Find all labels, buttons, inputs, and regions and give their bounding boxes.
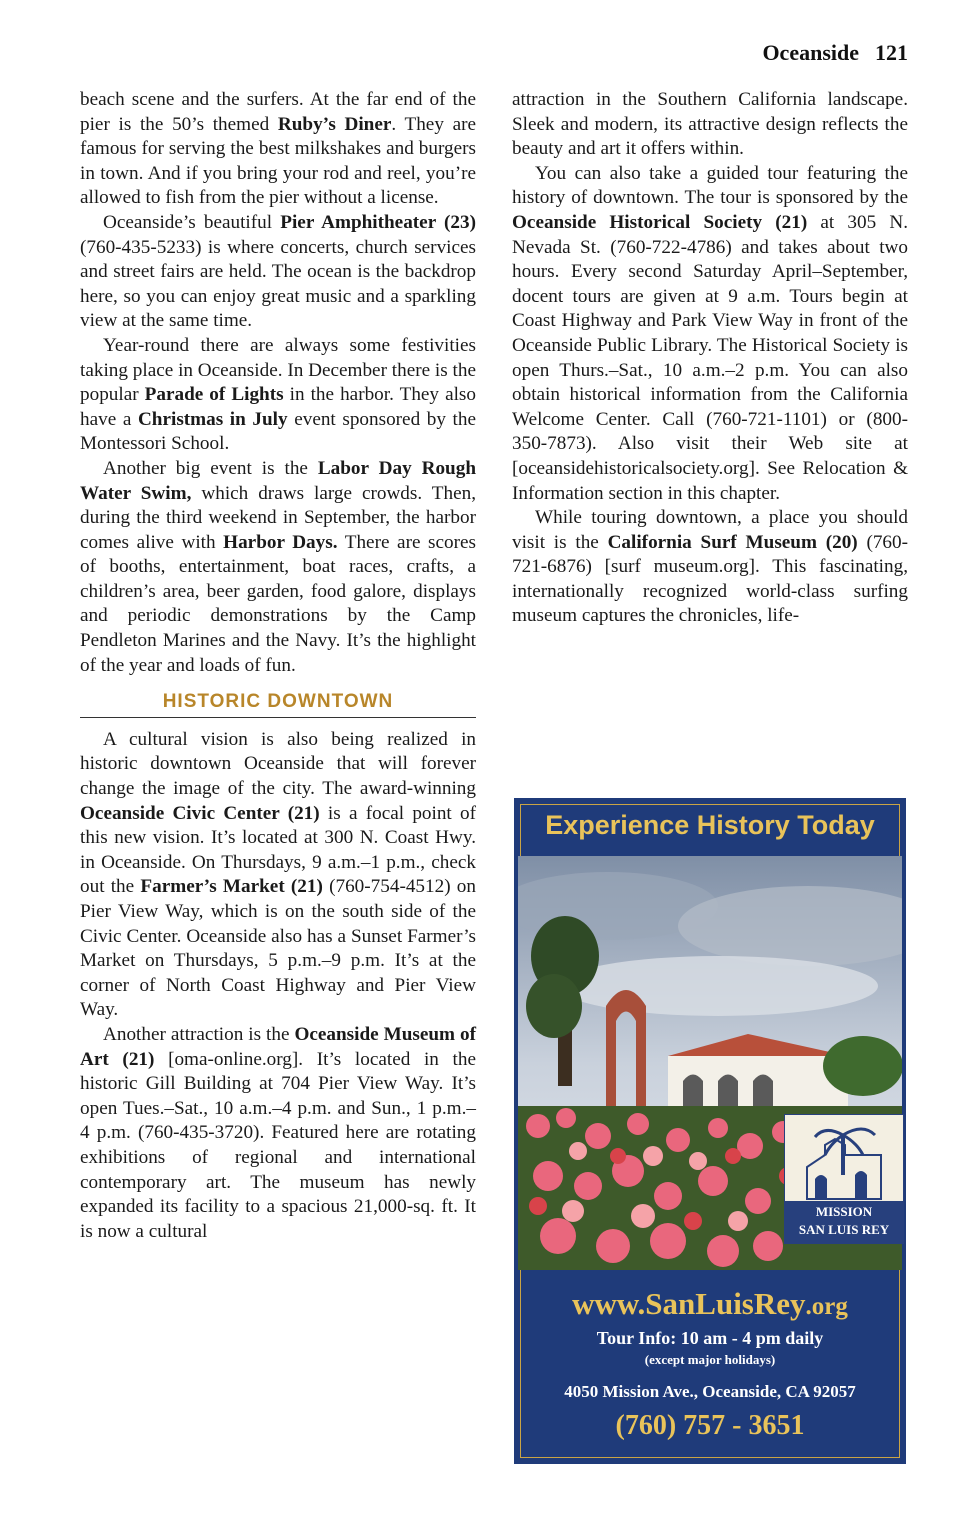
bold-term: California Surf Museum (20): [607, 531, 858, 553]
page-number: 121: [875, 40, 908, 65]
ad-tour-note: (except major holidays): [644, 1352, 776, 1367]
bold-term: Labor Day Rough Water Swim,: [80, 457, 476, 504]
bold-term: Farmer’s Market (21): [140, 876, 323, 898]
mission-advertisement: [514, 798, 906, 1464]
paragraph: A cultural vision is also being realized in historic downtown Oceanside that will forever change the image of the city. The award-winning Oceanside Civic Center (21) is a focal point of this new vision. It’s located at 300 N. Coast Hwy. in Oceanside. On Thursdays, 9 a.m.–1 p.m., check out the Farmer’s Market (21) (760-754-4512) on Pier View Way, which is on the south side of the Civic Center. Oceanside also has a Sunset Farmer’s Market on Thursdays, 5 p.m.–9 p.m. It’s at the corner of North Coast Highway and Pier View Way.: [80, 728, 476, 1021]
paragraph: Oceanside’s beautiful Pier Amphitheater (23) (760-435-5233) is where concerts, church services and street fairs are held. The ocean is the backdrop here, so you can enjoy great music and a sparkling view at the same time.: [80, 211, 476, 332]
bold-term: Christmas in July: [137, 408, 288, 430]
bold-term: Oceanside Civic Center (21): [80, 802, 320, 824]
ad-tour-info: Tour Info: 10 am - 4 pm daily: [596, 1328, 824, 1348]
ad-address: 4050 Mission Ave., Oceanside, CA 92057: [564, 1382, 856, 1401]
bold-term: Harbor Days.: [223, 531, 338, 553]
running-header-title: Oceanside: [762, 40, 859, 65]
right-column: [512, 88, 908, 629]
ad-title: Experience History Today: [545, 810, 875, 840]
mission-building-icon: [785, 1115, 903, 1203]
logo-line-1: MISSION: [815, 1204, 873, 1219]
url-main: www.SanLuisRey: [572, 1286, 806, 1321]
paragraph: beach scene and the surfers. At the far end of the pier is the 50’s themed Ruby’s Diner. They are famous for serving the best milkshakes and burgers in town. And if you bring your rod and reel, you’re allowed to fish from the pier without a license.: [80, 89, 477, 209]
paragraph: Year-round there are always some festivities taking place in Oceanside. In December there is the popular Parade of Lights in the harbor. They also have a Christmas in July event sponsored by the Montessori School.: [80, 334, 476, 455]
paragraph: While touring downtown, a place you should visit is the California Surf Museum (20) (760-721-6876) [surf museum.org]. This fascinating, internationally recognized world-class surfing museum captures the chronicles, life-: [512, 507, 909, 627]
mission-logo: [784, 1114, 904, 1244]
mission-logo-label: [785, 1201, 903, 1243]
bold-term: Ruby’s Diner: [277, 113, 392, 135]
ad-website: [514, 1286, 906, 1322]
running-header: [762, 40, 908, 66]
ad-phone: (760) 757 - 3651: [615, 1410, 805, 1441]
bold-term: Oceanside Museum of Art (21): [80, 1023, 476, 1070]
paragraph: Another attraction is the Oceanside Museum of Art (21) [oma-online.org]. It’s located in the historic Gill Building at 704 Pier View Way. It’s open Tues.–Sat., 10 a.m.–4 p.m. and Sun., 1 p.m.–4 p.m. (760-435-3720). Featured here are rotating exhibitions of regional and international contemporary art. The museum has newly expanded its facility to a spacious 21,000-sq. ft. It is now a cultural: [80, 1023, 476, 1242]
url-tld: .org: [805, 1293, 848, 1320]
left-column: [80, 88, 476, 1244]
section-heading: HISTORIC DOWNTOWN: [80, 690, 476, 718]
bold-term: Pier Amphitheater (23): [280, 211, 476, 233]
paragraph: attraction in the Southern California landscape. Sleek and modern, its attractive design reflects the beauty and art it offers within.: [512, 89, 908, 160]
paragraph: Another big event is the Labor Day Rough Water Swim, which draws large crowds. Then, during the third weekend in September, the harbor comes alive with Harbor Days. There are scores of booths, entertainment, boat races, crafts, a children’s area, beer garden, food galore, displays and periodic demonstrations by the Camp Pendleton Marines and the Navy. It’s the highlight of the year and loads of fun.: [80, 457, 477, 676]
logo-line-2: SAN LUIS REY: [798, 1222, 890, 1237]
bold-term: Oceanside Historical Society (21): [512, 211, 808, 233]
paragraph: You can also take a guided tour featuring the history of downtown. The tour is sponsored by the Oceanside Historical Society (21) at 305 N. Nevada St. (760-722-4786) and takes about two hours. Every second Saturday April–September, docent tours are given at 9 a.m. Tours begin at Coast Highway and Park View Way in front of the Oceanside Public Library. The Historical Society is open Thurs.–Sat., 10 a.m.–2 p.m. You can also obtain historical information from the California Welcome Center. Call (760-721-1101) or (800-350-7873). Also visit their Web site at [oceansidehistoricalsociety.org]. See Relocation & Information section in this chapter.: [512, 162, 908, 504]
bold-term: Parade of Lights: [144, 384, 284, 406]
